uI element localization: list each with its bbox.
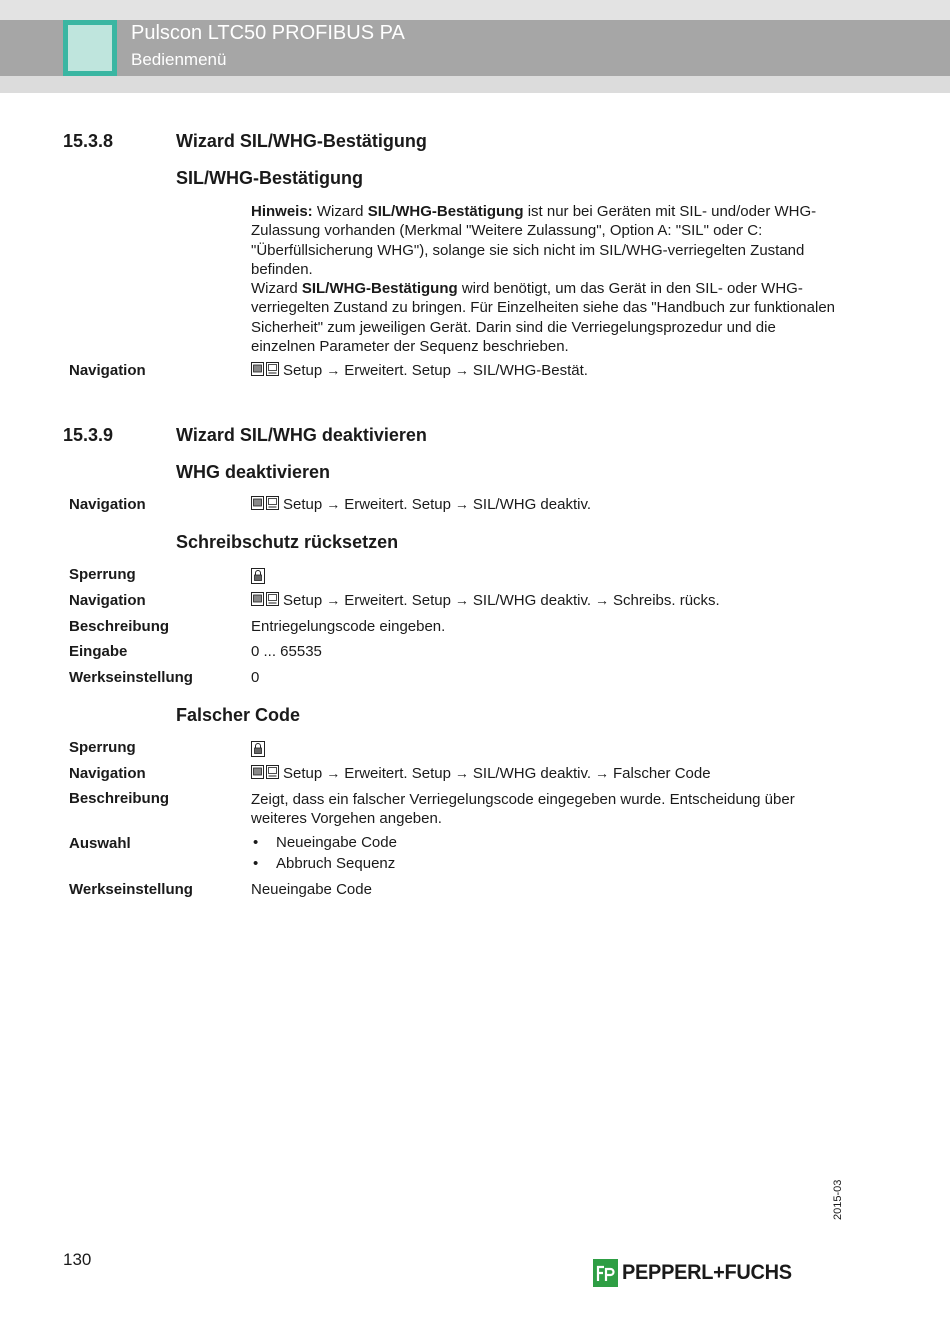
- eingabe-value: 0 ... 65535: [251, 643, 322, 660]
- note-emphasis: SIL/WHG-Bestätigung: [367, 203, 524, 220]
- werkseinstellung-label: Werkseinstellung: [69, 669, 193, 686]
- arrow-right-icon: →: [326, 592, 341, 608]
- note-label: Hinweis:: [251, 203, 313, 220]
- werkseinstellung-value: Neueingabe Code: [251, 881, 372, 898]
- nav-step: Erweitert. Setup: [344, 362, 451, 379]
- navigation-label: Navigation: [69, 592, 146, 609]
- publication-date: 2015-03: [832, 1179, 844, 1220]
- beschreibung-label: Beschreibung: [69, 618, 170, 635]
- section-number: 15.3.9: [63, 425, 114, 445]
- display-operation-icon: [251, 496, 279, 511]
- nav-step: Setup: [283, 592, 323, 609]
- navigation-path: [251, 496, 591, 513]
- arrow-right-icon: →: [326, 362, 341, 378]
- nav-step: Setup: [283, 765, 323, 782]
- document-title: Pulscon LTC50 PROFIBUS PA: [131, 22, 405, 44]
- nav-step: SIL/WHG deaktiv.: [472, 592, 592, 609]
- nav-step: Erweitert. Setup: [344, 592, 451, 609]
- arrow-right-icon: →: [326, 765, 341, 781]
- werkseinstellung-label: Werkseinstellung: [69, 881, 193, 898]
- nav-step: Setup: [283, 362, 323, 379]
- section-number: 15.3.8: [63, 131, 114, 151]
- page-number: 130: [63, 1250, 92, 1269]
- subsection-title: WHG deaktivieren: [176, 462, 331, 482]
- note-paragraph: [251, 202, 841, 356]
- eingabe-label: Eingabe: [69, 643, 128, 660]
- section-title: Wizard SIL/WHG-Bestätigung: [176, 131, 427, 151]
- beschreibung-value: Entriegelungscode eingeben.: [251, 618, 446, 635]
- auswahl-label: Auswahl: [69, 835, 131, 852]
- nav-step: SIL/WHG deaktiv.: [472, 496, 592, 513]
- section-title: Wizard SIL/WHG deaktivieren: [176, 425, 427, 445]
- arrow-right-icon: →: [454, 362, 469, 378]
- beschreibung-value: Zeigt, dass ein falscher Verriegelungscode eingegeben wurde. Entscheidung über weiteres Vorgehen angeben.: [251, 791, 795, 828]
- sperrung-label: Sperrung: [69, 566, 136, 583]
- arrow-right-icon: →: [454, 496, 469, 512]
- navigation-label: Navigation: [69, 765, 146, 782]
- arrow-right-icon: →: [595, 592, 610, 608]
- note-text: Wizard: [251, 280, 302, 298]
- display-operation-icon: [251, 765, 279, 780]
- subsection-title: SIL/WHG-Bestätigung: [176, 168, 363, 188]
- lock-icon: [251, 741, 265, 757]
- brand-logo: [593, 1258, 801, 1288]
- navigation-path: [251, 592, 720, 609]
- sperrung-label: Sperrung: [69, 739, 136, 756]
- subsection-title: Falscher Code: [176, 705, 301, 725]
- subsection-title: Schreibschutz rücksetzen: [176, 532, 399, 552]
- display-operation-icon: [251, 592, 279, 607]
- nav-step: Erweitert. Setup: [344, 765, 451, 782]
- brand-mark-icon: [593, 1259, 618, 1287]
- nav-step: Schreibs. rücks.: [613, 592, 720, 609]
- navigation-label: Navigation: [69, 362, 146, 379]
- navigation-path: [251, 362, 588, 379]
- brand-name: PEPPERL+FUCHS: [622, 1261, 792, 1284]
- header-top-strip: [0, 0, 950, 20]
- nav-step: SIL/WHG deaktiv.: [472, 765, 592, 782]
- note-text: ist nur bei Geräten mit SIL- und/oder WHG-Zulassung vorhanden (Merkmal "Weitere Zulassung", Option A: "SIL" oder C: "Überfüllsicherung WHG"), solange sie sich nicht im SIL/WHG-verriegelten Zustand befinden.: [251, 203, 817, 278]
- arrow-right-icon: →: [595, 765, 610, 781]
- arrow-right-icon: →: [326, 496, 341, 512]
- header-logo-square: [63, 20, 117, 76]
- note-emphasis: SIL/WHG-Bestätigung: [301, 280, 458, 298]
- auswahl-list: [251, 833, 397, 874]
- werkseinstellung-value: 0: [251, 669, 260, 686]
- header-lower-strip: [0, 76, 950, 93]
- display-operation-icon: [251, 362, 279, 377]
- list-item: • Neueingabe Code: [251, 833, 397, 854]
- list-item: • Abbruch Sequenz: [251, 854, 397, 875]
- note-text: Wizard: [312, 203, 368, 220]
- document-subtitle: Bedienmenü: [131, 50, 227, 69]
- beschreibung-label: Beschreibung: [69, 790, 170, 807]
- navigation-label: Navigation: [69, 496, 146, 513]
- nav-step: Setup: [283, 496, 323, 513]
- arrow-right-icon: →: [454, 592, 469, 608]
- nav-step: Falscher Code: [613, 765, 711, 782]
- note-text: wird benötigt, um das Gerät in den SIL- oder WHG-verriegelten Zustand zu bringen. Für Einzelheiten siehe das "Handbuch zur funktionalen Sicherheit" zum jeweiligen Gerät. Darin sind die Verriegelungsprozedur und die einzelnen Parameter der Sequenz beschrieben.: [251, 280, 836, 356]
- nav-step: Erweitert. Setup: [344, 496, 451, 513]
- lock-icon: [251, 568, 265, 584]
- navigation-path: [251, 765, 711, 782]
- arrow-right-icon: →: [454, 765, 469, 781]
- nav-step: SIL/WHG-Bestät.: [472, 362, 588, 379]
